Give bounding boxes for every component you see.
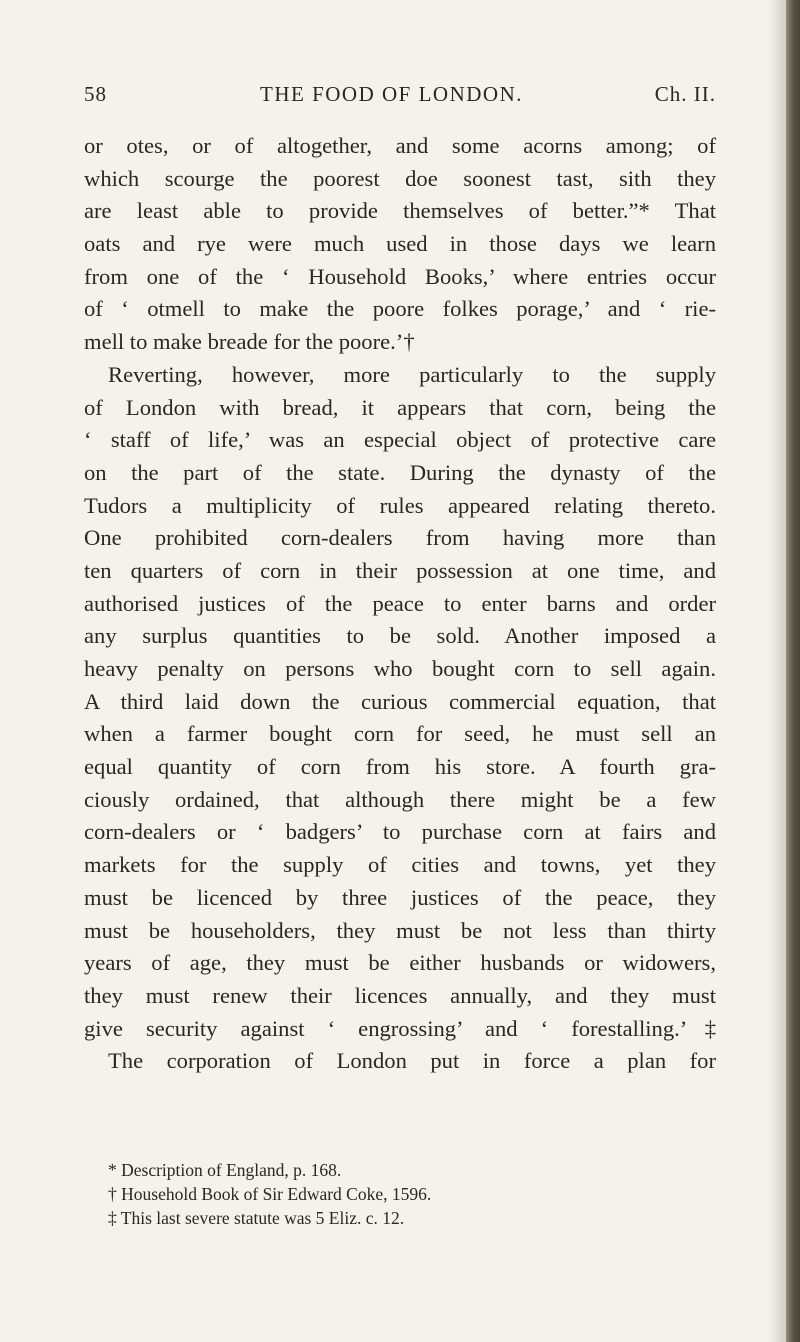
page-number: 58 bbox=[84, 82, 107, 106]
text-line: corn-dealers or ‘ badgers’ to purchase corn at fairs and bbox=[84, 819, 716, 845]
text-line: must be licenced by three justices of the peace, they bbox=[84, 884, 716, 910]
text-line: heavy penalty on persons who bought corn to sell again. bbox=[84, 656, 716, 681]
text-line: they must renew their licences annually, and they must bbox=[84, 982, 716, 1008]
text-line: ten quarters of corn in their possession at one time, and bbox=[84, 557, 716, 583]
text-line: oats and rye were much used in those days we learn bbox=[84, 231, 716, 257]
text-line: ‘ staff of life,’ was an especial object of protective care bbox=[84, 427, 716, 453]
text-line: of London with bread, it appears that corn, being the bbox=[84, 394, 716, 420]
footnotes bbox=[84, 1158, 716, 1230]
footnote: † Household Book of Sir Edward Coke, 1596. bbox=[108, 1184, 432, 1204]
text-line: equal quantity of corn from his store. A fourth gra- bbox=[84, 754, 716, 780]
text-line: on the part of the state. During the dynasty of the bbox=[84, 459, 716, 485]
text-line: or otes, or of altogether, and some acorns among; of bbox=[84, 133, 716, 158]
text-line: when a farmer bought corn for seed, he must sell an bbox=[84, 721, 716, 747]
page-edge-shadow bbox=[768, 0, 786, 1342]
body-text bbox=[84, 130, 716, 1078]
chapter-label: Ch. II. bbox=[654, 82, 716, 106]
page-edge bbox=[786, 0, 800, 1342]
footnote: * Description of England, p. 168. bbox=[108, 1160, 342, 1180]
text-line: give security against ‘ engrossing’ and ‘ forestalling.’‡ bbox=[84, 1015, 716, 1041]
text-line: are least able to provide themselves of better.”* That bbox=[84, 198, 716, 224]
text-line: A third laid down the curious commercial equation, that bbox=[84, 688, 716, 714]
running-header bbox=[84, 82, 716, 112]
text-line: Tudors a multiplicity of rules appeared relating thereto. bbox=[84, 492, 716, 518]
text-line: must be householders, they must be not less than thirty bbox=[84, 917, 716, 943]
text-line: markets for the supply of cities and towns, yet they bbox=[84, 852, 716, 878]
text-line: of ‘ otmell to make the poore folkes porage,’ and ‘ rie- bbox=[84, 296, 716, 322]
text-line: The corporation of London put in force a plan for bbox=[108, 1048, 716, 1074]
text-line: any surplus quantities to be sold. Another imposed a bbox=[84, 623, 716, 649]
text-line: authorised justices of the peace to enter barns and order bbox=[84, 590, 716, 616]
running-title: THE FOOD OF LONDON. bbox=[260, 82, 523, 106]
text-line: which scourge the poorest doe soonest tast, sith they bbox=[84, 165, 716, 191]
footnote: ‡ This last severe statute was 5 Eliz. c. 12. bbox=[108, 1208, 405, 1228]
text-line: ciously ordained, that although there might be a few bbox=[84, 786, 716, 812]
text-line: Reverting, however, more particularly to the supply bbox=[108, 361, 716, 387]
text-line: mell to make breade for the poore.’† bbox=[84, 329, 415, 355]
text-line: years of age, they must be either husbands or widowers, bbox=[84, 950, 716, 976]
text-line: from one of the ‘ Household Books,’ where entries occur bbox=[84, 263, 716, 289]
text-line: One prohibited corn-dealers from having more than bbox=[84, 525, 716, 551]
